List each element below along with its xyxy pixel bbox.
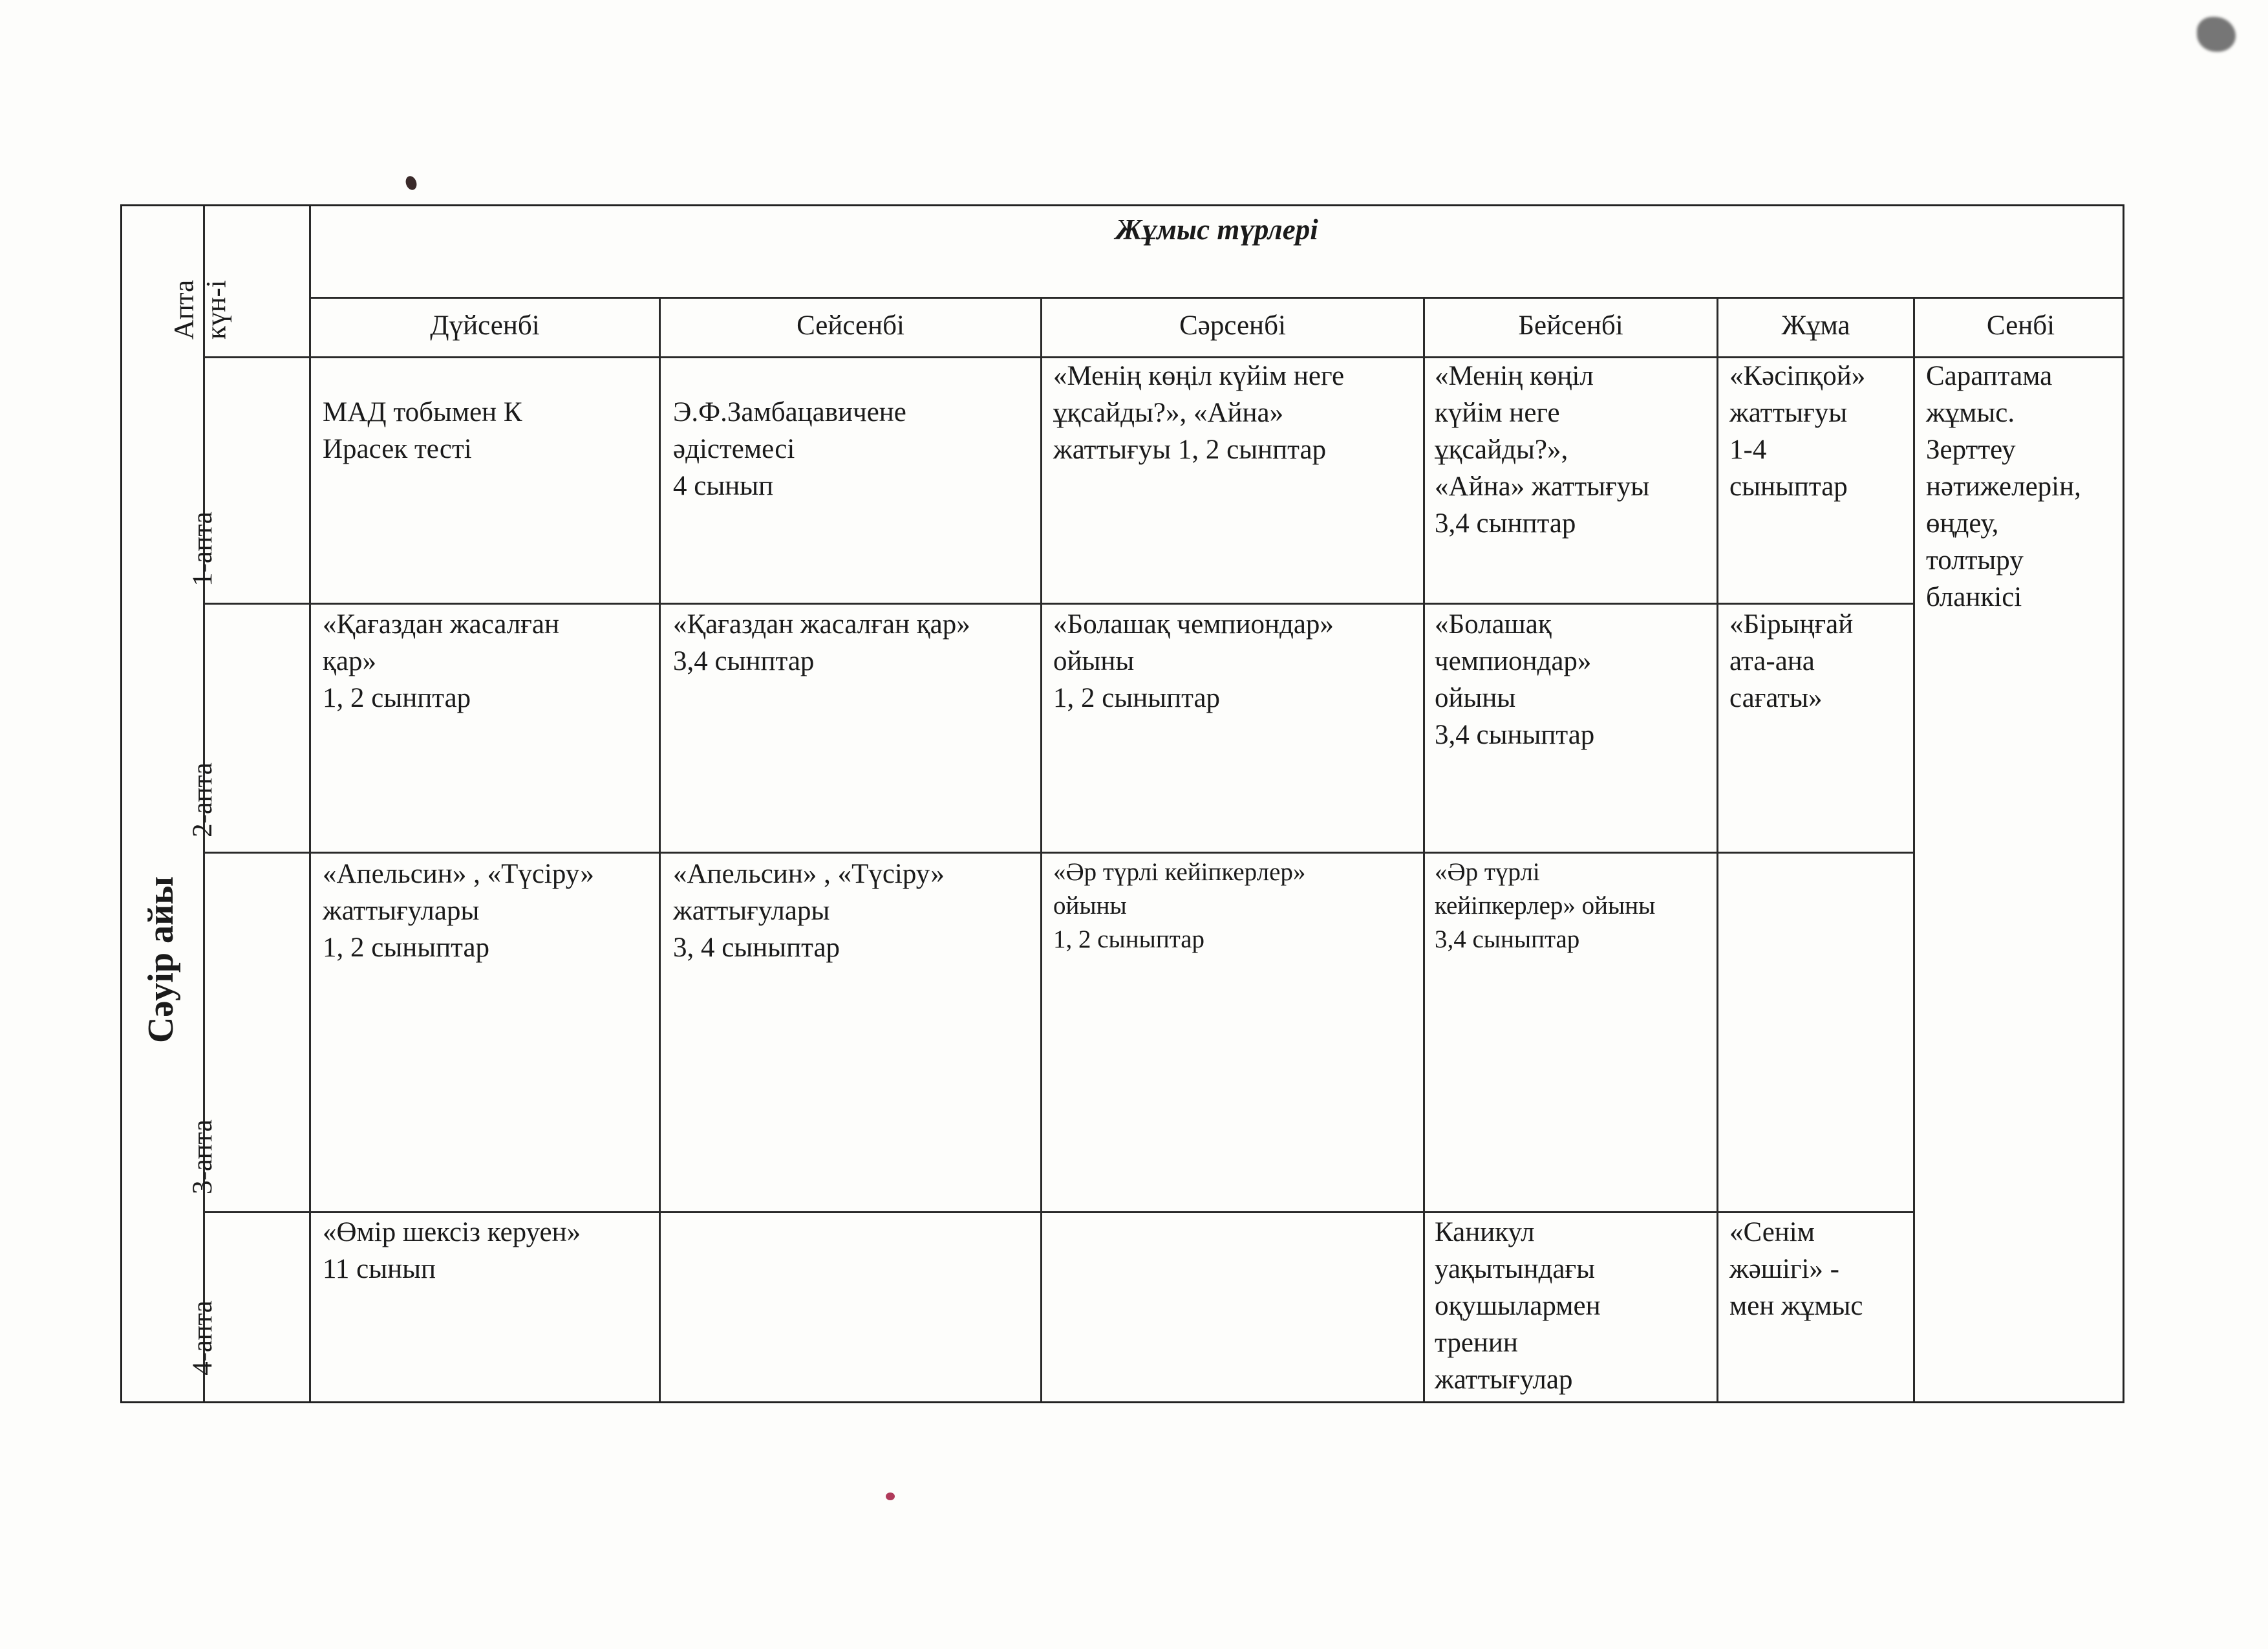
grid-line bbox=[1040, 297, 1042, 1401]
cell-saturday: Сараптама жұмыс. Зерттеу нәтижелерін, өңдеу, толтыру бланкісі bbox=[1926, 361, 2081, 612]
cell-week2-wednesday: «Болашақ чемпиондар» ойыны 1, 2 сыныптар bbox=[1053, 609, 1334, 713]
cell-week1-monday: МАД тобымен К Ирасек тесті bbox=[323, 397, 522, 464]
cell-week4-thursday: Каникул уақытындағы оқушылармен тренин жаттығулар bbox=[1435, 1217, 1601, 1395]
cell-week4-friday: «Сенім жәшігі» - мен жұмыс bbox=[1729, 1217, 1863, 1321]
cell-week3-tuesday: «Апельсин» , «Түсіру» жаттығулары 3, 4 сыныптар bbox=[673, 859, 945, 963]
cell-week1-thursday: «Менің көңіл күйім неге ұқсайды?», «Айна» жаттығуы 3,4 сынптар bbox=[1435, 361, 1650, 539]
day-header-monday: Дүйсенбі bbox=[430, 310, 540, 341]
week-day-corner-label: Апта күн-і bbox=[169, 279, 232, 340]
cell-week4-monday: «Өмір шексіз керуен» 11 сынып bbox=[323, 1217, 581, 1284]
grid-line bbox=[1717, 297, 1718, 1401]
grid-line bbox=[203, 1211, 1913, 1213]
grid-line bbox=[309, 206, 311, 1401]
cell-week2-thursday: «Болашақ чемпиондар» ойыны 3,4 сыныптар bbox=[1435, 609, 1595, 750]
week-label-3: 3-апта bbox=[187, 1119, 218, 1194]
week-label-1: 1-апта bbox=[187, 512, 218, 587]
cell-week2-tuesday: «Қағаздан жасалған қар» 3,4 сынптар bbox=[673, 609, 970, 676]
month-label: Сәуір айы bbox=[141, 876, 181, 1043]
grid-line bbox=[1423, 297, 1425, 1401]
grid-line bbox=[659, 297, 661, 1401]
week-label-4: 4-апта bbox=[187, 1300, 218, 1375]
cell-week1-wednesday: «Менің көңіл күйім неге ұқсайды?», «Айна» жаттығуы 1, 2 сынптар bbox=[1053, 361, 1345, 465]
schedule-table bbox=[120, 204, 2124, 1403]
day-header-friday: Жұма bbox=[1781, 310, 1850, 341]
ink-speck bbox=[2197, 17, 2236, 52]
grid-line bbox=[203, 603, 1913, 605]
day-header-thursday: Бейсенбі bbox=[1518, 310, 1623, 341]
cell-week2-friday: «Бірыңғай ата-ана сағаты» bbox=[1729, 609, 1854, 713]
cell-week2-monday: «Қағаздан жасалған қар» 1, 2 сынптар bbox=[323, 609, 559, 713]
cell-week3-monday: «Апельсин» , «Түсіру» жаттығулары 1, 2 сыныптар bbox=[323, 859, 594, 963]
ink-speck bbox=[886, 1493, 895, 1500]
table-title: Жұмыс түрлері bbox=[1115, 213, 1318, 246]
cell-week1-tuesday: Э.Ф.Замбацавичене әдістемесі 4 сынып bbox=[673, 397, 906, 501]
cell-week3-wednesday: «Әр түрлі кейіпкерлер» ойыны 1, 2 сыныптар bbox=[1053, 858, 1306, 953]
cell-week3-thursday: «Әр түрлі кейіпкерлер» ойыны 3,4 сыныптар bbox=[1435, 858, 1656, 953]
week-label-2: 2-апта bbox=[187, 762, 218, 837]
day-header-tuesday: Сейсенбі bbox=[797, 310, 904, 341]
day-header-wednesday: Сәрсенбі bbox=[1179, 310, 1286, 341]
cell-week1-friday: «Кәсіпқой» жаттығуы 1-4 сыныптар bbox=[1729, 361, 1866, 502]
grid-line bbox=[1913, 297, 1915, 1401]
day-header-saturday: Сенбі bbox=[1986, 310, 2055, 341]
ink-speck bbox=[404, 175, 419, 191]
grid-line bbox=[203, 852, 1913, 854]
